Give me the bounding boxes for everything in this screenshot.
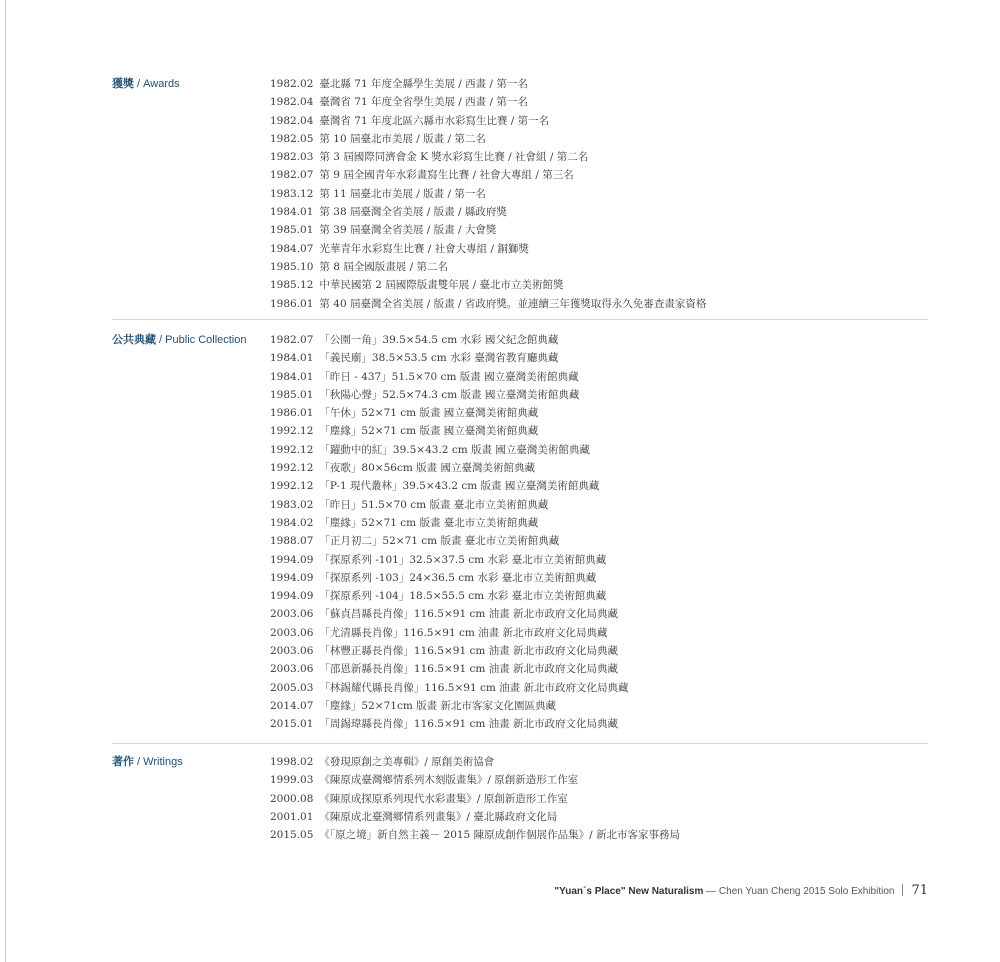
entry-date: 1982.07 xyxy=(270,334,314,346)
section-label-en: Public Collection xyxy=(165,334,247,346)
entry-text: 「午休」52×71 cm 版畫 國立臺灣美術館典藏 xyxy=(319,407,539,420)
entry-text: 臺北縣 71 年度全縣學生美展 / 西畫 / 第一名 xyxy=(319,78,528,90)
list-item xyxy=(270,715,629,733)
entry-text: 「蘇貞昌縣長肖像」116.5×91 cm 油畫 新北市政府文化局典藏 xyxy=(319,608,618,621)
list-item xyxy=(270,130,706,148)
entry-text: 「林豐正縣長肖像」116.5×91 cm 油畫 新北市政府文化局典藏 xyxy=(319,645,618,658)
entry-date: 1986.01 xyxy=(270,407,314,420)
entry-date: 1992.12 xyxy=(270,480,314,493)
list-item xyxy=(270,826,680,844)
footer-separator xyxy=(902,884,903,896)
entry-date: 2003.06 xyxy=(270,626,314,639)
entry-text: 「探原系列 -101」32.5×37.5 cm 水彩 臺北市立美術館典藏 xyxy=(319,553,607,566)
list-item xyxy=(270,551,629,569)
entry-date: 1994.09 xyxy=(270,553,314,566)
entry-date: 1984.01 xyxy=(270,206,314,219)
entry-date: 1982.02 xyxy=(270,78,314,90)
list-item xyxy=(270,642,629,660)
list-item xyxy=(270,221,706,239)
entry-text: 第 38 屆臺灣全省美展 / 版畫 / 縣政府獎 xyxy=(319,206,507,219)
list-item xyxy=(270,532,629,550)
list-item xyxy=(270,349,629,367)
section-divider xyxy=(112,319,928,320)
entry-text: 「塵緣」52×71 cm 版畫 國立臺灣美術館典藏 xyxy=(319,425,539,438)
entry-date: 1983.02 xyxy=(270,498,314,511)
entry-text: 第 40 屆臺灣全省美展 / 版畫 / 省政府獎。並連續三年獲獎取得永久免審查畫家資格 xyxy=(319,297,707,310)
entry-text: 「正月初二」52×71 cm 版畫 臺北市立美術館典藏 xyxy=(319,535,560,548)
entry-text: 第 39 屆臺灣全省美展 / 版畫 / 大會獎 xyxy=(319,224,497,237)
entry-date: 2003.06 xyxy=(270,608,314,621)
entry-text: 《發現原創之美專輯》/ 原創美術協會 xyxy=(319,756,495,768)
entry-text: 《陳原成臺灣鄉情系列木刻版畫集》/ 原創新造形工作室 xyxy=(319,774,579,787)
entry-date: 1982.03 xyxy=(270,151,314,164)
footer-subtitle: — Chen Yuan Cheng 2015 Solo Exhibition xyxy=(703,886,895,897)
section-label-separator: / xyxy=(134,756,144,768)
entry-text: 「邵恩新縣長肖像」116.5×91 cm 油畫 新北市政府文化局典藏 xyxy=(319,663,618,676)
entry-date: 1983.12 xyxy=(270,187,314,200)
entry-date: 1999.03 xyxy=(270,774,314,787)
entry-text: 「義民廟」38.5×53.5 cm 水彩 臺灣省教育廳典藏 xyxy=(319,352,559,365)
entry-text: 「夜歌」80×56cm 版畫 國立臺灣美術館典藏 xyxy=(319,462,535,475)
entry-date: 2015.05 xyxy=(270,829,314,842)
entry-text: 「塵緣」52×71cm 版畫 新北市客家文化園區典藏 xyxy=(319,699,556,712)
list-item xyxy=(270,660,629,678)
list-item xyxy=(270,679,629,697)
list-item xyxy=(270,166,706,184)
section-label-en: Writings xyxy=(143,756,183,768)
entry-date: 1984.02 xyxy=(270,516,314,529)
entry-date: 1984.01 xyxy=(270,370,314,383)
entry-text: 臺灣省 71 年度北區六縣市水彩寫生比賽 / 第一名 xyxy=(319,114,550,127)
entry-list xyxy=(270,75,706,313)
entry-date: 1988.07 xyxy=(270,535,314,548)
entry-text: 「躍動中的紅」39.5×43.2 cm 版畫 國立臺灣美術館典藏 xyxy=(319,443,590,456)
list-item xyxy=(270,93,706,111)
entry-text: 第 8 屆全國版畫展 / 第二名 xyxy=(319,260,448,273)
entry-text: 「探原系列 -104」18.5×55.5 cm 水彩 臺北市立美術館典藏 xyxy=(319,590,607,603)
list-item xyxy=(270,112,706,130)
section-divider xyxy=(112,743,928,744)
footer-title: "Yuan´s Place" New Naturalism xyxy=(554,886,704,897)
list-item xyxy=(270,477,629,495)
list-item xyxy=(270,240,706,258)
page-number: 71 xyxy=(911,883,928,898)
list-item xyxy=(270,496,629,514)
entry-list xyxy=(270,753,680,844)
entry-text: 《「原之境」新自然主義－ 2015 陳原成創作個展作品集》/ 新北市客家事務局 xyxy=(319,829,680,842)
list-item xyxy=(270,569,629,587)
entry-date: 1982.04 xyxy=(270,114,314,127)
entry-date: 1982.05 xyxy=(270,132,314,145)
entry-text: 「尤清縣長肖像」116.5×91 cm 油畫 新北市政府文化局典藏 xyxy=(319,626,608,639)
entry-date: 1985.12 xyxy=(270,279,314,292)
list-item xyxy=(270,295,706,313)
entry-text: 《陳原成探原系列現代水彩畫集》/ 原創新造形工作室 xyxy=(319,792,568,805)
entry-date: 1998.02 xyxy=(270,756,314,768)
list-item xyxy=(270,624,629,642)
entry-text: 光華青年水彩寫生比賽 / 社會大專組 / 銅獅獎 xyxy=(319,242,529,255)
list-item xyxy=(270,75,706,93)
entry-text: 「昨日 - 437」51.5×70 cm 版畫 國立臺灣美術館典藏 xyxy=(319,370,579,383)
entry-text: 第 11 屆臺北市美展 / 版畫 / 第一名 xyxy=(319,187,486,200)
list-item xyxy=(270,808,680,826)
entry-text: 「塵緣」52×71 cm 版畫 臺北市立美術館典藏 xyxy=(319,516,539,529)
list-item xyxy=(270,697,629,715)
list-item xyxy=(270,276,706,294)
entry-text: 第 9 屆全國青年水彩畫寫生比賽 / 社會大專組 / 第三名 xyxy=(319,169,574,182)
list-item xyxy=(270,771,680,789)
entry-date: 1992.12 xyxy=(270,425,314,438)
list-item xyxy=(270,605,629,623)
entry-date: 2003.06 xyxy=(270,663,314,676)
list-item xyxy=(270,386,629,404)
entry-list xyxy=(270,331,629,734)
list-item xyxy=(270,148,706,166)
list-item xyxy=(270,587,629,605)
section-label-separator: / xyxy=(156,334,166,346)
entry-date: 1986.01 xyxy=(270,297,314,310)
entry-date: 1994.09 xyxy=(270,590,314,603)
list-item xyxy=(270,753,680,771)
entry-text: 「林錫耀代縣長肖像」116.5×91 cm 油畫 新北市政府文化局典藏 xyxy=(319,681,629,694)
entry-text: 「周錫瑋縣長肖像」116.5×91 cm 油畫 新北市政府文化局典藏 xyxy=(319,718,618,731)
entry-text: 第 3 屆國際同濟會金 K 獎水彩寫生比賽 / 社會組 / 第二名 xyxy=(319,151,589,164)
section-label-zh: 獲獎 xyxy=(112,78,134,90)
entry-text: 臺灣省 71 年度全省學生美展 / 西畫 / 第一名 xyxy=(319,96,528,109)
list-item xyxy=(270,422,629,440)
section-label xyxy=(112,753,183,769)
entry-text: 「P-1 現代叢林」39.5×43.2 cm 版畫 國立臺灣美術館典藏 xyxy=(319,480,600,493)
entry-date: 2000.08 xyxy=(270,792,314,805)
section-label xyxy=(112,75,180,91)
section-label-en: Awards xyxy=(143,78,180,90)
page-footer xyxy=(554,883,928,898)
entry-text: 「秋陽心聲」52.5×74.3 cm 版畫 國立臺灣美術館典藏 xyxy=(319,388,580,401)
list-item xyxy=(270,203,706,221)
entry-text: 「昨日」51.5×70 cm 版畫 臺北市立美術館典藏 xyxy=(319,498,549,511)
list-item xyxy=(270,459,629,477)
entry-date: 1994.09 xyxy=(270,571,314,584)
entry-date: 2014.07 xyxy=(270,699,314,712)
section-label xyxy=(112,331,247,347)
entry-date: 1985.01 xyxy=(270,224,314,237)
list-item xyxy=(270,185,706,203)
entry-text: 《陳原成北臺灣鄉情系列畫集》/ 臺北縣政府文化局 xyxy=(319,810,558,823)
list-item xyxy=(270,790,680,808)
entry-date: 1992.12 xyxy=(270,462,314,475)
entry-date: 1985.10 xyxy=(270,260,314,273)
entry-text: 「探原系列 -103」24×36.5 cm 水彩 臺北市立美術館典藏 xyxy=(319,571,597,584)
entry-date: 1992.12 xyxy=(270,443,314,456)
entry-text: 「公園一角」39.5×54.5 cm 水彩 國父紀念館典藏 xyxy=(319,334,559,346)
list-item xyxy=(270,368,629,386)
entry-date: 2001.01 xyxy=(270,810,314,823)
entry-date: 2015.01 xyxy=(270,718,314,731)
entry-date: 1982.04 xyxy=(270,96,314,109)
list-item xyxy=(270,258,706,276)
entry-date: 2005.03 xyxy=(270,681,314,694)
entry-date: 1984.01 xyxy=(270,352,314,365)
entry-text: 中華民國第 2 屆國際版畫雙年展 / 臺北市立美術館獎 xyxy=(319,279,564,292)
section-label-zh: 公共典藏 xyxy=(112,334,156,346)
entry-date: 1982.07 xyxy=(270,169,314,182)
section-label-zh: 著作 xyxy=(112,756,134,768)
page-edge-line xyxy=(5,0,6,962)
section-label-separator: / xyxy=(134,78,144,90)
entry-date: 1984.07 xyxy=(270,242,314,255)
list-item xyxy=(270,331,629,349)
list-item xyxy=(270,404,629,422)
entry-text: 第 10 屆臺北市美展 / 版畫 / 第二名 xyxy=(319,132,486,145)
list-item xyxy=(270,514,629,532)
list-item xyxy=(270,441,629,459)
entry-date: 2003.06 xyxy=(270,645,314,658)
entry-date: 1985.01 xyxy=(270,388,314,401)
